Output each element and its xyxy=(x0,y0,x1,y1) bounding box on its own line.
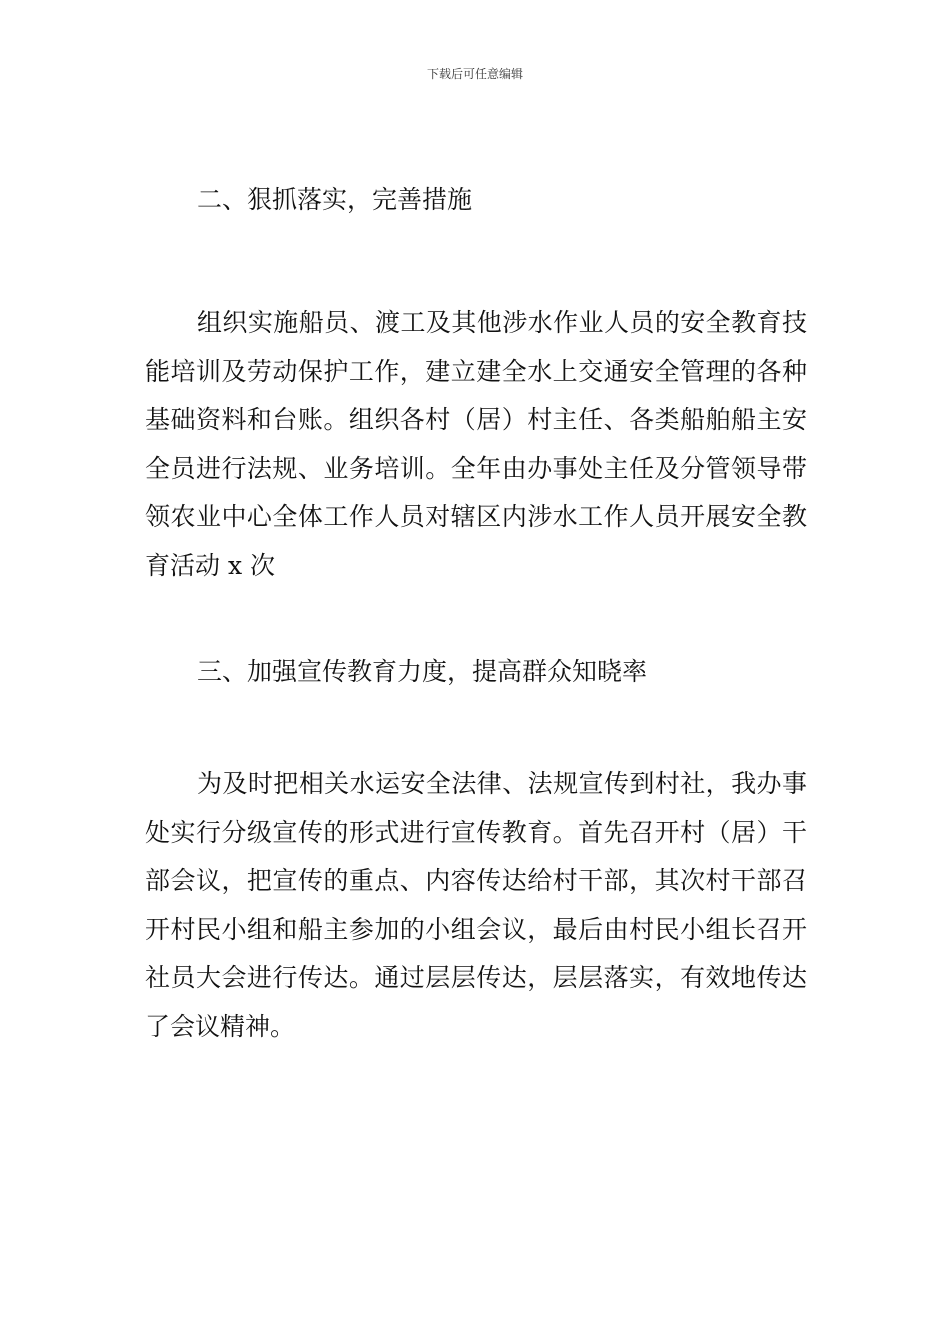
header-note: 下载后可任意编辑 xyxy=(426,67,523,81)
section-heading-2: 二、狠抓落实，完善措施 xyxy=(197,185,473,214)
section-paragraph-2: 组织实施船员、渡工及其他涉水作业人员的安全教育技能培训及劳动保护工作，建立建全水上交通安全管理的各种基础资料和台账。组织各村（居）村主任、各类船舶船主安全员进行法规、业务培训。全年由办事处主任及分管领导带领农业中心全体工作人员对辖区内涉水工作人员开展安全教育活动 x 次 xyxy=(145,308,807,580)
section-heading-3: 三、加强宣传教育力度，提高群众知晓率 xyxy=(197,657,648,686)
section-paragraph-3: 为及时把相关水运安全法律、法规宣传到村社，我办事处实行分级宣传的形式进行宣传教育。首先召开村（居）干部会议，把宣传的重点、内容传达给村干部，其次村干部召开村民小组和船主参加的小组会议，最后由村民小组长召开社员大会进行传达。通过层层传达，层层落实，有效地传达了会议精神。 xyxy=(145,769,807,1041)
document-body xyxy=(145,176,807,1051)
